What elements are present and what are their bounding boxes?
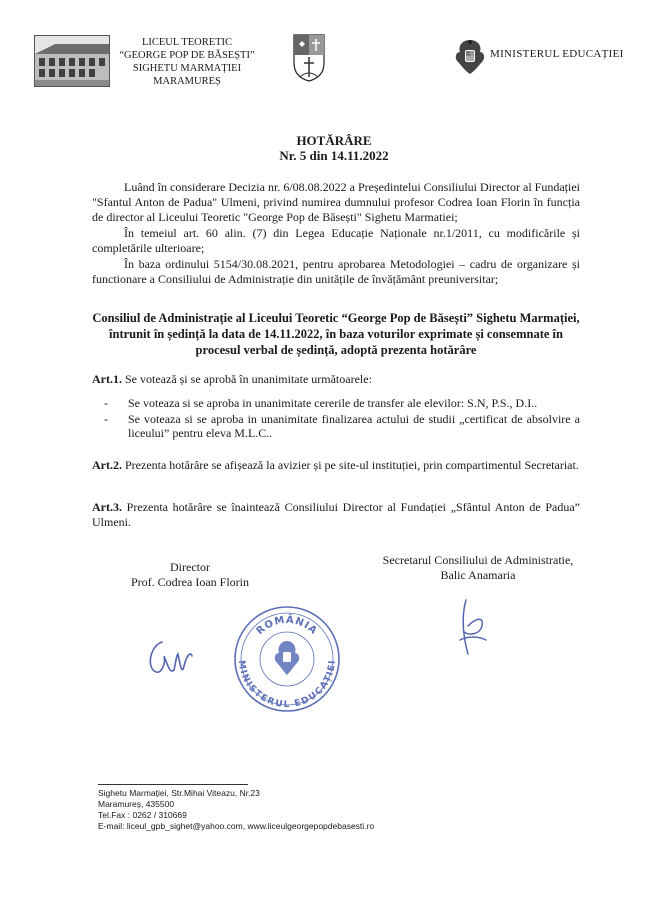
- title-number: Nr. 5 din 14.11.2022: [279, 148, 389, 163]
- secretary-name: Balic Anamaria: [440, 568, 516, 582]
- list-item: - Se voteaza si se aproba in unanimitate cererile de transfer ale elevilor: S.N, P.S., D.I..: [104, 396, 580, 410]
- secretary-title: Secretarul Consiliului de Administratie,: [382, 553, 574, 567]
- svg-text:ROMÂNIA: [255, 613, 320, 637]
- stamp-text-top: ROMÂNIA: [254, 614, 320, 638]
- article-2-text: Prezenta hotărâre se afișează la avizier și pe site-ul instituției, prin compartimentul Secretariat.: [122, 458, 579, 472]
- article-3-text: Prezenta hotărâre se înaintează Consiliului Director al Fundației „Sfântul Anton de Padua” Ulmeni.: [92, 500, 580, 529]
- director-name: Prof. Codrea Ioan Florin: [131, 575, 249, 589]
- ministry-coat-of-arms-icon: [452, 36, 488, 76]
- secretary-handwritten-signature: [448, 596, 496, 658]
- preamble-paragraph-1: Luând în considerare Decizia nr. 6/08.08.2022 a Președintelui Consiliului Director al Fundației "Sfantul Anton de Padua" Ulmeni, privind numirea dumnului profesor Codrea Ioan Florin în funcția de director al Liceului Teoretic "George Pop de Băsești" Sighetu Marmatiei;: [92, 180, 580, 224]
- article-3: [92, 500, 580, 530]
- document-title: [0, 133, 668, 163]
- footer-phone: Tel.Fax : 0262 / 310669: [98, 810, 187, 820]
- article-2-label: Art.2.: [92, 458, 122, 472]
- article-2: [92, 458, 580, 473]
- school-name-line: “GEORGE POP DE BĂSEȘTI”: [119, 50, 255, 61]
- email-link[interactable]: liceul_gpb_sighet@yahoo.com: [126, 821, 243, 831]
- director-signature-block: [110, 560, 270, 590]
- stamp-text-bottom: MINISTERUL EDUCAȚIEI: [236, 659, 338, 710]
- director-title: Director: [170, 560, 210, 574]
- article-1: [92, 372, 580, 387]
- footer-email-line: [98, 821, 374, 832]
- footer-separator: ,: [242, 821, 248, 831]
- article-3-label: Art.3.: [92, 500, 122, 514]
- footer-address: Sighetu Marmației, Str.Mihai Viteazu, Nr.23: [98, 788, 260, 798]
- school-building-photo: [34, 35, 110, 87]
- website-link[interactable]: www.liceulgeorgepopdebasesti.ro: [247, 821, 375, 831]
- preamble-paragraph-3: În baza ordinului 5154/30.08.2021, pentru aprobarea Metodologiei – cadru de organizare și functionare a Consiliului de Administrație din unitățile de învățământ preuniversitar;: [92, 257, 580, 286]
- article-1-list: [104, 396, 580, 442]
- article-1-label: Art.1.: [92, 372, 122, 386]
- article-1-text: Se votează și se aprobă în unanimitate următoarele:: [122, 372, 372, 386]
- footer-city: Maramureș, 435500: [98, 799, 175, 809]
- ministry-name: MINISTERUL EDUCAȚIEI: [490, 48, 624, 60]
- school-name-block: [112, 36, 262, 88]
- stamp-eagle-icon: [275, 641, 299, 675]
- list-item: - Se voteaza si se aproba in unanimitate finalizarea actului de studii „certificat de absolvire a liceului” pentru eleva M.L.C..: [104, 412, 580, 440]
- school-name-line: LICEUL TEORETIC: [141, 37, 233, 48]
- preamble-paragraph-2: În temeiul art. 60 alin. (7) din Legea Educație Naționale nr.1/2011, cu modificările și completările ulterioare;: [92, 226, 580, 255]
- director-handwritten-signature: [140, 632, 200, 682]
- school-name-line: SIGHETU MARMAȚIEI: [132, 63, 242, 74]
- title-heading: HOTĂRÂRE: [296, 133, 372, 148]
- decision-intro: Consiliul de Administrație al Liceului Teoretic “George Pop de Băsești” Sighetu Marmației, întrunit în ședință la data de 14.11.2022, în baza voturilor exprimate și consemnate în procesul verbal de ședință, adoptă prezenta hotărâre: [92, 311, 580, 357]
- footer-divider: [98, 784, 248, 785]
- footer-contact: [98, 788, 374, 832]
- county-crest-icon: [292, 33, 326, 83]
- school-name-line: MARAMUREȘ: [153, 76, 221, 87]
- official-stamp: [233, 605, 341, 713]
- footer-email-label: E-mail:: [98, 821, 127, 831]
- secretary-signature-block: [358, 553, 598, 583]
